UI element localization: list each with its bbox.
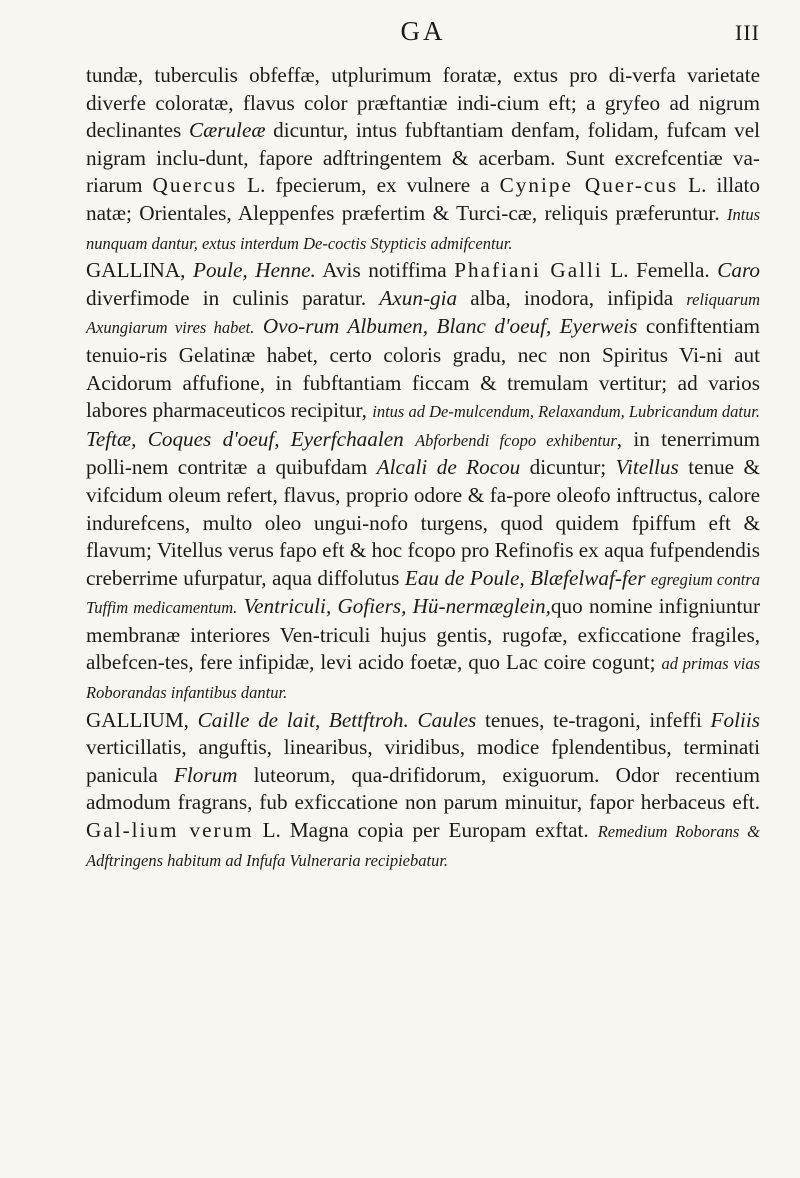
text-run: Caro: [717, 258, 760, 283]
text-run: Florum: [173, 762, 238, 787]
page-body: [86, 62, 760, 874]
text-run: Caille de lait, Bettftroh.: [197, 707, 409, 732]
text-run: luteorum, qua-drifidorum, exiguorum. Odor recentium admodum fragrans, fub exficcatione non parum minuitur, fapor herbaceus eft.: [86, 762, 760, 815]
text-run: Ovo-rum Albumen, Blanc d'oeuf, Eyerweis: [262, 314, 638, 339]
text-run: [254, 314, 262, 338]
text-run: verticillatis, anguftis, linearibus, viridibus, modice fplendentibus, terminati panicula: [86, 735, 760, 787]
page-header: [86, 16, 760, 58]
text-run: Teftæ, Coques d'oeuf, Eyerfchaalen: [86, 426, 404, 451]
text-run: Caules: [417, 707, 477, 732]
page-number: III: [735, 20, 760, 45]
text-run: egregium contra Tuffim medicamentum.: [86, 569, 760, 618]
text-run: L. fpecierum, ex vulnere a: [237, 173, 500, 198]
text-run: Poule, Henne.: [193, 258, 316, 283]
text-run: reliquarum Axungiarum vires habet.: [86, 289, 760, 338]
text-run: Cæruleæ: [188, 118, 266, 143]
text-run: confiftentiam tenuio-ris Gelatinæ habet, certo coloris gradu, nec non Spiritus Vi-ni aut Acidorum affufione, in fubftantiam ficcam & tremulam vertitur; ad varios labores pharmaceuticos recipitur,: [86, 314, 760, 423]
text-run: GALLINA,: [86, 258, 193, 283]
text-run: Vitellus: [615, 455, 679, 480]
text-run: Foliis: [710, 707, 760, 732]
entry-gallium: [86, 707, 760, 875]
text-run: Quercus: [152, 173, 238, 198]
text-run: tundæ, tuberculis obfeffæ, utplurimum foratæ, extus pro di-verfa varietate diverfe coloratæ, flavus color præftantiæ indi-cium eft; a gryfeo ad nigrum declinantes: [86, 63, 760, 143]
text-run: Alcali de Rocou: [376, 455, 521, 480]
text-run: dicuntur, intus fubftantiam denfam, folidam, fufcam vel nigram inclu-dunt, fapore adftringentem & acerbam. Sunt excrefcentiæ va-riarum: [86, 118, 760, 198]
text-run: Remedium Roborans & Adftringens habitum ad Infufa Vulneraria recipiebatur.: [86, 822, 760, 870]
entry-galla-continued: [86, 62, 760, 257]
text-run: Ventriculi, Gofiers, Hü-nermæglein,: [243, 594, 551, 619]
text-run: Abforbendi fcopo exhibentur: [415, 430, 617, 450]
entry-gallina: [86, 257, 760, 707]
text-run: intus ad De-mulcendum, Relaxandum, Lubricandum datur.: [372, 402, 760, 422]
text-run: tenues, te-tragoni, infeffi: [476, 707, 711, 732]
text-run: ad primas vias Roborandas infantibus dantur.: [86, 654, 760, 703]
text-run: Eau de Poule, Blæfelwaf-fer: [404, 565, 646, 590]
text-run: Intus nunquam dantur, extus interdum De-coctis Stypticis admifcentur.: [86, 204, 760, 253]
text-run: diverfimode in culinis paratur.: [86, 285, 380, 310]
text-run: L. Magna copia per Europam exftat.: [253, 818, 598, 843]
text-run: dicuntur;: [520, 455, 616, 480]
text-run: Phafiani Galli: [454, 258, 603, 283]
text-run: Gal-lium verum: [86, 818, 254, 843]
text-run: L. illato natæ; Orientales, Aleppenfes præfertim & Turci-cæ, reliquis præferuntur.: [86, 173, 760, 225]
text-run: quo nomine infigniuntur membranæ interiores Ven-triculi hujus gentis, rugofæ, exficcatione fragiles, albefcen-tes, fere infipidæ, levi acido foetæ, quo Lac coire cogunt;: [86, 594, 761, 675]
text-run: Avis notiffima: [315, 258, 455, 283]
text-run: Axun-gia: [379, 285, 458, 310]
text-run: [404, 427, 415, 451]
running-head: GA: [400, 16, 446, 46]
text-run: alba, inodora, infipida: [457, 285, 687, 310]
text-run: GALLIUM,: [86, 707, 198, 732]
text-run: , in tenerrimum polli-nem contritæ a quibufdam: [86, 426, 761, 480]
text-run: Cynipe Quer-cus: [499, 173, 679, 198]
text-run: L. Femella.: [602, 258, 718, 283]
text-run: tenue & vifcidum oleum refert, flavus, proprio odore & fa-pore oleofo inftructus, calore indurefcens, multo oleo ungui-nofo turgens, quod quidem fpiffum eft & flavum; Vitellus verus fapo eft & hoc fcopo pro Refinofis ex aqua fufpendendis creberrime ufurpatur, aqua diffolutus: [86, 455, 760, 590]
